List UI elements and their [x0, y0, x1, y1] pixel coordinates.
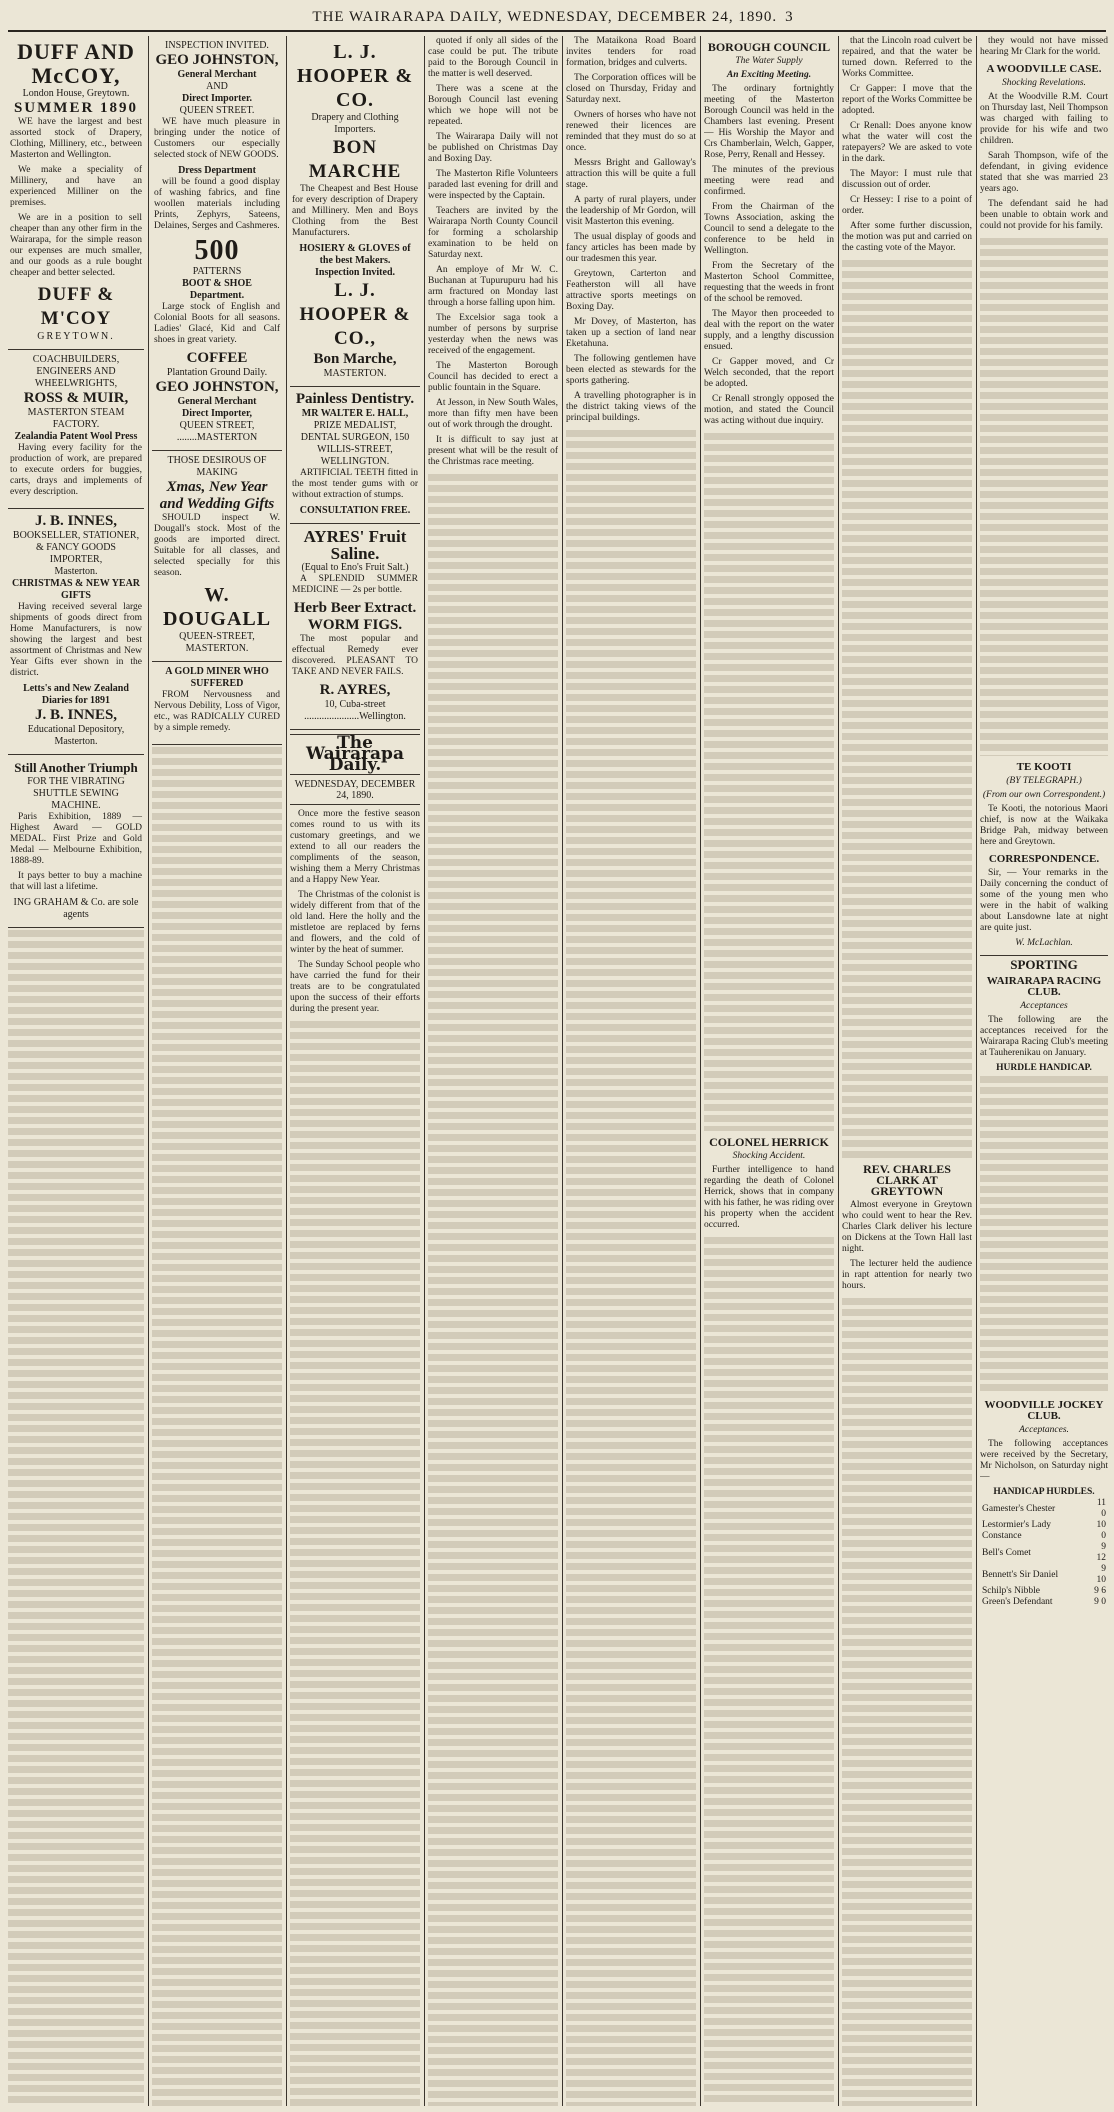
sewing-footer: It pays better to buy a machine that will last a lifetime.: [10, 871, 142, 892]
te-kooti-heading: TE KOOTI: [1016, 761, 1072, 773]
innes-signature: J. B. INNES,: [34, 707, 118, 723]
innes-text: Having received several large shipments of goods direct from Home Manufacturers, is now showing the largest and best assortment of Christmas and New Year Gifts ever shown in the district.: [10, 602, 142, 678]
boot-heading: BOOT & SHOE Department.: [182, 278, 252, 301]
masthead-title: THE WAIRARAPA DAILY, WEDNESDAY, DECEMBER 24, 1890.: [312, 8, 778, 25]
innes-xmas: CHRISTMAS & NEW YEAR GIFTS: [11, 578, 141, 601]
newspaper-nameplate: The Wairarapa Daily.: [290, 734, 420, 775]
weights-table: [980, 1498, 1108, 1608]
table-row: [980, 1542, 1108, 1564]
wrc-heading: WAIRARAPA RACING CLUB.: [986, 975, 1102, 998]
leader-paragraph: Once more the festive season comes round to us with its customary greetings, and we extend to all our readers the compliments of the season, wishing them a Merry Christmas and a Happy New Year.: [290, 809, 420, 885]
council-paragraph: that the Lincoln road culvert be repaired, and that the water be turned down. Referred to the Works Committee.: [842, 36, 972, 79]
body-text-block: [704, 431, 834, 1131]
horse-weight: 9 6: [1094, 1586, 1106, 1596]
johnston-advert: [152, 36, 282, 451]
dentist-title: PRIZE MEDALIST,: [313, 420, 397, 431]
table-row: [980, 1520, 1108, 1542]
duff-text2: We make a speciality of Millinery, and have an experienced Milliner on the premises.: [10, 165, 142, 208]
news-paragraph: The usual display of goods and fancy articles has been made by our tradesmen this year.: [566, 232, 696, 264]
duff-text: WE have the largest and best assorted stock of Drapery, Clothing, Millinery, etc., between Masterton and Wellington.: [10, 117, 142, 160]
column-rule: [148, 36, 149, 2106]
column-rule: [286, 36, 287, 2106]
news-paragraph: An employe of Mr W. C. Buchanan at Tupurupuru had his arm fractured on Monday last through a horse falling upon him.: [428, 265, 558, 308]
horse-weight: 10 0: [1096, 1520, 1106, 1541]
woodville-paragraph: The following acceptances were received by the Secretary, Mr Nicholson, on Saturday night —: [980, 1439, 1108, 1482]
horse-name: Bennett's Sir Daniel: [982, 1569, 1059, 1580]
inspection-invited: INSPECTION INVITED.: [165, 40, 269, 51]
ayres-sub: (Equal to Eno's Fruit Salt.): [301, 562, 409, 573]
news-paragraph: The Masterton Borough Council has decided to erect a public fountain in the Square.: [428, 361, 558, 393]
news-paragraph: Teachers are invited by the Wairarapa North County Council for forming a scholarship examination to be held on Saturday next.: [428, 206, 558, 260]
wrc-paragraph: The following are the acceptances received for the Wairarapa Racing Club's meeting at Tauherenikau on January.: [980, 1015, 1108, 1058]
council-paragraph: From the Chairman of the Towns Association, asking the Council to send a delegate to the conference to be held in Wellington.: [704, 202, 834, 256]
news-paragraph: The Mataikona Road Board invites tenders for road formation, bridges and culverts.: [566, 36, 696, 68]
colonel-paragraph: Further intelligence to hand regarding the death of Colonel Herrick, shows that in company with his father, he was riding over his property when the accident occurred.: [704, 1165, 834, 1230]
ross-heading: COACHBUILDERS, ENGINEERS AND WHEELWRIGHTS,: [32, 354, 120, 389]
news-paragraph: The Corporation offices will be closed on Thursday, Friday and Saturday next.: [566, 73, 696, 105]
johnston2-title2: Direct Importer,: [182, 408, 252, 419]
johnston2-street: QUEEN STREET, ........MASTERTON: [176, 420, 258, 443]
woodville-case-sub: Shocking Revelations.: [1002, 78, 1086, 88]
weights-body: [980, 1498, 1108, 1608]
dentist-address: DENTAL SURGEON, 150 WILLIS-STREET, WELLINGTON.: [300, 432, 410, 467]
ayres-heading: AYRES' Fruit Saline.: [303, 527, 407, 563]
xmas-text: SHOULD inspect W. Dougall's stock. Most of the goods are imported direct. Suitable for all classes, and selected specially for this season.: [154, 513, 280, 578]
johnston-street: QUEEN STREET.: [179, 105, 255, 116]
news-paragraph: At Jesson, in New South Wales, more than fifty men have been out of work through the drought.: [428, 398, 558, 430]
column-6: [704, 36, 834, 2106]
te-kooti-sub: (BY TELEGRAPH.): [1006, 776, 1082, 786]
news-paragraph: A party of rural players, under the leadership of Mr Gordon, will visit Masterton this evening.: [566, 195, 696, 227]
news-paragraph: The Excelsior saga took a number of persons by surprise yesterday when the news was received of the engagement.: [428, 313, 558, 356]
johnston-name: GEO JOHNSTON,: [155, 52, 279, 68]
news-paragraph: Messrs Bright and Galloway's attraction this will be quite a full stage.: [566, 158, 696, 190]
case-paragraph: Sarah Thompson, wife of the defendant, in giving evidence stated that she was married 23 years ago.: [980, 151, 1108, 194]
column-rule: [700, 36, 701, 2106]
dougall-advert: [152, 451, 282, 662]
gold-heading: A GOLD MINER WHO SUFFERED: [165, 666, 269, 689]
sporting-heading: SPORTING: [980, 955, 1108, 970]
dentist-text: ARTIFICIAL TEETH fitted in the most tender gums with or without extraction of stumps.: [292, 468, 418, 500]
duff-advert: [8, 36, 144, 350]
rev-paragraph: The lecturer held the audience in rapt attention for nearly two hours.: [842, 1259, 972, 1291]
sewing-heading: Still Another Triumph: [14, 760, 138, 775]
duff-signature: DUFF & M'COY: [37, 284, 115, 329]
wrc-sub: Acceptances: [1020, 1001, 1068, 1011]
hooper-advert: [290, 36, 420, 387]
news-paragraph: Mr Dovey, of Masterton, has taken up a section of land near Eketahuna.: [566, 317, 696, 349]
council-paragraph: The minutes of the previous meeting were read and confirmed.: [704, 165, 834, 197]
horse-weight: 9 0: [1094, 1597, 1106, 1607]
rev-clark-heading: REV. CHARLES CLARK AT GREYTOWN: [863, 1162, 951, 1198]
ayres-text: A SPLENDID SUMMER MEDICINE — 2s per bottle.: [292, 574, 418, 595]
dress-text: will be found a good display of washing fabrics, and fine woollen materials including Prints, Zephyrs, Sateens, Delaines, Serges and Cashmeres.: [154, 177, 280, 231]
news-paragraph: It is difficult to say just at present what will be the result of the Christmas race meeting.: [428, 435, 558, 467]
body-text-block: [842, 1296, 972, 2106]
duff-house: London House, Greytown.: [22, 88, 130, 99]
correspondence-paragraph: Sir, — Your remarks in the Daily concerning the conduct of some of the young men who were in the habit of walking about Lansdowne late at night are quite just.: [980, 868, 1108, 933]
consultation-free: CONSULTATION FREE.: [299, 505, 411, 516]
council-paragraph: The Mayor then proceeded to deal with the report on the water supply, and a lengthy discussion ensued.: [704, 309, 834, 352]
innes-trade: BOOKSELLER, STATIONER, & FANCY GOODS IMPORTER,: [12, 530, 140, 565]
horse-name: Schilp's Nibble: [982, 1586, 1040, 1596]
johnston2-name: GEO JOHNSTON,: [155, 379, 279, 395]
worm-figs: WORM FIGS.: [307, 617, 403, 633]
table-row: [980, 1564, 1108, 1586]
column-rule: [562, 36, 563, 2106]
news-paragraph: Owners of horses who have not renewed their licences are reminded that they must do so at once.: [566, 110, 696, 153]
bon2-town: MASTERTON.: [323, 368, 387, 379]
te-kooti-paragraph: Te Kooti, the notorious Maori chief, is now at the Waikaka Bridge Pah, midway between here and Greytown.: [980, 804, 1108, 847]
column-7: [842, 36, 972, 2106]
hurdle-heading: HURDLE HANDICAP.: [996, 1063, 1092, 1073]
sewing-text: Paris Exhibition, 1889 — Highest Award — GOLD MEDAL. First Prize and Gold Medal — Melbourne Exhibition, 1888-89.: [10, 812, 142, 866]
horse-name: Bell's Comet: [982, 1547, 1031, 1558]
johnston-and: AND: [206, 81, 228, 92]
body-text-block: [980, 1074, 1108, 1394]
ross-text: Having every facility for the production of work, are prepared to execute orders for buggies, carts, drays and implements of every description.: [10, 443, 142, 497]
dougall-town: MASTERTON.: [185, 643, 249, 654]
innes-depository: Educational Depository, Masterton.: [27, 724, 125, 747]
horse-name: Green's Defendant: [982, 1597, 1053, 1607]
dentistry-advert: [290, 387, 420, 524]
council-paragraph: From the Secretary of the Masterton School Committee, requesting that the weeds in front of the school be removed.: [704, 261, 834, 304]
horse-name: Gamester's Chester: [982, 1503, 1056, 1514]
woodville-jockey-heading: WOODVILLE JOCKEY CLUB.: [984, 1399, 1104, 1422]
diaries-heading: Letts's and New Zealand Diaries for 1891: [23, 683, 129, 706]
column-1: [8, 36, 144, 2106]
duff-text3: We are in a position to sell cheaper than any other firm in the Wairarapa, for the simple reason our expenses are much smaller, and our goods as a rule bought cheaper and better selected.: [10, 213, 142, 278]
woodville-race: HANDICAP HURDLES.: [993, 1487, 1095, 1497]
five-hundred: 500: [194, 235, 240, 266]
council-paragraph: After some further discussion, the motion was put and carried on the casting vote of the Mayor.: [842, 221, 972, 253]
council-paragraph: Cr Renall strongly opposed the motion, and stated the Council was acting without due inquiry.: [704, 394, 834, 426]
column-rule: [424, 36, 425, 2106]
column-rule: [838, 36, 839, 2106]
xmas-big: Xmas, New Year and Wedding Gifts: [159, 479, 275, 512]
ross-plough: Zealandia Patent Wool Press: [14, 431, 138, 442]
dougall-name: W. DOUGALL: [162, 584, 272, 630]
ross-works: MASTERTON STEAM FACTORY.: [27, 407, 125, 430]
leader-paragraph: The Sunday School people who have carried the fund for their treats are to be congratulated upon the success of their efforts during the present year.: [290, 960, 420, 1014]
ayres-address: 10, Cuba-street ......................Wellington.: [304, 699, 406, 722]
table-row: [980, 1597, 1108, 1608]
column-rule: [976, 36, 977, 2106]
body-text-block: [8, 928, 144, 2106]
boot-text: Large stock of English and Colonial Boots for all seasons. Ladies' Glacé, Kid and Calf shoes in great variety.: [154, 302, 280, 345]
dentistry-heading: Painless Dentistry.: [295, 391, 415, 407]
borough-council-heading: BOROUGH COUNCIL: [707, 40, 831, 54]
patterns-label: PATTERNS: [192, 266, 242, 277]
innes-name: J. B. INNES,: [34, 513, 118, 529]
johnston-title: General Merchant: [177, 69, 257, 80]
case-paragraph: At the Woodville R.M. Court on Thursday last, Neil Thompson was charged with failing to provide for his wife and two children.: [980, 92, 1108, 146]
rev-continued: they would not have missed hearing Mr Clark for the world.: [980, 36, 1108, 57]
leader-paragraph: The Christmas of the colonist is widely different from that of the old land. Here the holly and the mistletoe are replaced by ferns and flowers, and the cold of winter by the heat of summer.: [290, 890, 420, 955]
johnston-text: WE have much pleasure in bringing under the notice of Customers our especially selected stock of NEW GOODS.: [154, 117, 280, 160]
borough-sub2: An Exciting Meeting.: [726, 70, 812, 80]
innes-advert: [8, 509, 144, 755]
bon-text: The Cheapest and Best House for every description of Drapery and Millinery. Men and Boys Clothing from the Best Manufacturers.: [292, 184, 418, 238]
duff-name: DUFF AND McCOY,: [17, 39, 135, 88]
duff-town: GREYTOWN.: [37, 331, 115, 342]
body-text-block: [704, 1235, 834, 2106]
ayres-signature: R. AYRES,: [319, 682, 391, 698]
body-text-block: [152, 745, 282, 2106]
news-paragraph: The Masterton Rifle Volunteers paraded last evening for drill and were inspected by the Captain.: [428, 169, 558, 201]
column-5: [566, 36, 696, 2106]
dress-heading: Dress Department: [178, 165, 256, 176]
council-paragraph: Cr Hessey: I rise to a point of order.: [842, 195, 972, 216]
johnston-title2: Direct Importer.: [182, 93, 252, 104]
innes-town: Masterton.: [54, 566, 98, 577]
woodville-jockey-sub: Acceptances.: [1019, 1425, 1069, 1435]
body-text-block: [980, 236, 1108, 756]
council-paragraph: The Mayor: I must rule that discussion out of order.: [842, 169, 972, 190]
duff-season: SUMMER 1890: [13, 100, 139, 116]
body-text-block: [428, 472, 558, 2106]
council-paragraph: Cr Gapper: I move that the report of the Works Committee be adopted.: [842, 84, 972, 116]
council-paragraph: Cr Gapper moved, and Cr Welch seconded, that the report be adopted.: [704, 357, 834, 389]
te-kooti-sub2: (From our own Correspondent.): [982, 790, 1106, 800]
johnston2-title: General Merchant: [177, 396, 257, 407]
column-4: [428, 36, 558, 2106]
dougall-street: QUEEN-STREET,: [179, 631, 255, 642]
news-paragraph: Greytown, Carterton and Featherston will all have attractive sports meetings on Boxing Day.: [566, 269, 696, 312]
hooper-name: L. J. HOOPER & CO.: [296, 41, 414, 111]
horse-weight: 11 0: [1096, 1498, 1106, 1519]
rev-paragraph: Almost everyone in Greytown who could went to hear the Rev. Charles Clark deliver his lecture on Dickens at the Town Hall last night.: [842, 1200, 972, 1254]
table-row: [980, 1498, 1108, 1520]
hooper2-name: L. J. HOOPER & CO.,: [299, 280, 411, 349]
woodville-case-heading: A WOODVILLE CASE.: [986, 63, 1102, 75]
correspondence-signature: W. McLachlan.: [1015, 938, 1073, 948]
graham-line: ING GRAHAM & Co. are sole agents: [13, 897, 139, 920]
borough-sub1: The Water Supply: [735, 56, 803, 66]
gold-miner-advert: [152, 662, 282, 745]
herb-beer: Herb Beer Extract.: [293, 600, 417, 616]
coffee-heading: COFFEE: [186, 350, 248, 366]
colonel-heading: COLONEL HERRICK: [709, 1135, 829, 1149]
news-paragraph: A travelling photographer is in the district taking views of the principal buildings.: [566, 391, 696, 423]
colonel-sub: Shocking Accident.: [732, 1151, 806, 1161]
column-2: [152, 36, 282, 2106]
body-text-block: [566, 428, 696, 2106]
gold-text: FROM Nervousness and Nervous Debility, Loss of Vigor, etc., was RADICALLY CURED by a simple remedy.: [154, 690, 280, 733]
bon-marche: BON MARCHE: [308, 137, 402, 182]
hooper-sub: Drapery and Clothing Importers.: [311, 112, 399, 135]
horse-weight: 9 10: [1096, 1564, 1106, 1585]
table-row: [980, 1586, 1108, 1597]
worm-text: The most popular and effectual Remedy ever discovered. PLEASANT TO TAKE AND NEVER FAILS.: [292, 634, 418, 677]
horse-weight: 9 12: [1096, 1542, 1106, 1563]
news-paragraph: The Wairarapa Daily will not be published on Christmas Day and Boxing Day.: [428, 132, 558, 164]
correspondence-heading: CORRESPONDENCE.: [988, 853, 1100, 865]
masthead: [8, 4, 1106, 32]
news-paragraph: The following gentlemen have been elected as stewards for the sports gathering.: [566, 354, 696, 386]
horse-name: Lestormier's Lady Constance: [982, 1520, 1051, 1541]
column-3: [290, 36, 420, 2106]
body-text-block: [290, 1019, 420, 2106]
case-paragraph: The defendant said he had been unable to obtain work and could not provide for his family.: [980, 199, 1108, 231]
council-paragraph: The ordinary fortnightly meeting of the Masterton Borough Council was held in the Chambers last evening. Present — His Worship the Mayor and Crs Chamberlain, Welch, Gapper, Rose, Perry, Renall and Hessey.: [704, 84, 834, 160]
leader-date: WEDNESDAY, DECEMBER 24, 1890.: [290, 779, 420, 805]
ross-name: ROSS & MUIR,: [23, 390, 129, 406]
dentist-name: MR WALTER E. HALL,: [301, 408, 409, 419]
ross-advert: [8, 350, 144, 509]
sewing-advert: [8, 755, 144, 928]
news-paragraph: There was a scene at the Borough Council last evening which we hope will not be repeated.: [428, 84, 558, 127]
bon2: Bon Marche,: [313, 351, 397, 367]
ayres-advert: [290, 524, 420, 730]
xmas-heading: THOSE DESIROUS OF MAKING: [167, 455, 267, 478]
masthead-page: 3: [785, 8, 794, 25]
news-paragraph: quoted if only all sides of the case could be put. The tribute paid to the Borough Council in the matter is well deserved.: [428, 36, 558, 79]
sewing-sub: FOR THE VIBRATING SHUTTLE SEWING MACHINE.: [27, 776, 125, 811]
body-text-block: [842, 258, 972, 1158]
hosiery: HOSIERY & GLOVES of the best Makers.: [299, 243, 411, 266]
council-paragraph: Cr Renall: Does anyone know what the water will cost the ratepayers? We are asked to vote in the dark.: [842, 121, 972, 164]
coffee-text: Plantation Ground Daily.: [166, 367, 268, 378]
column-8: [980, 36, 1108, 2106]
inspection-invited: Inspection Invited.: [314, 267, 395, 278]
